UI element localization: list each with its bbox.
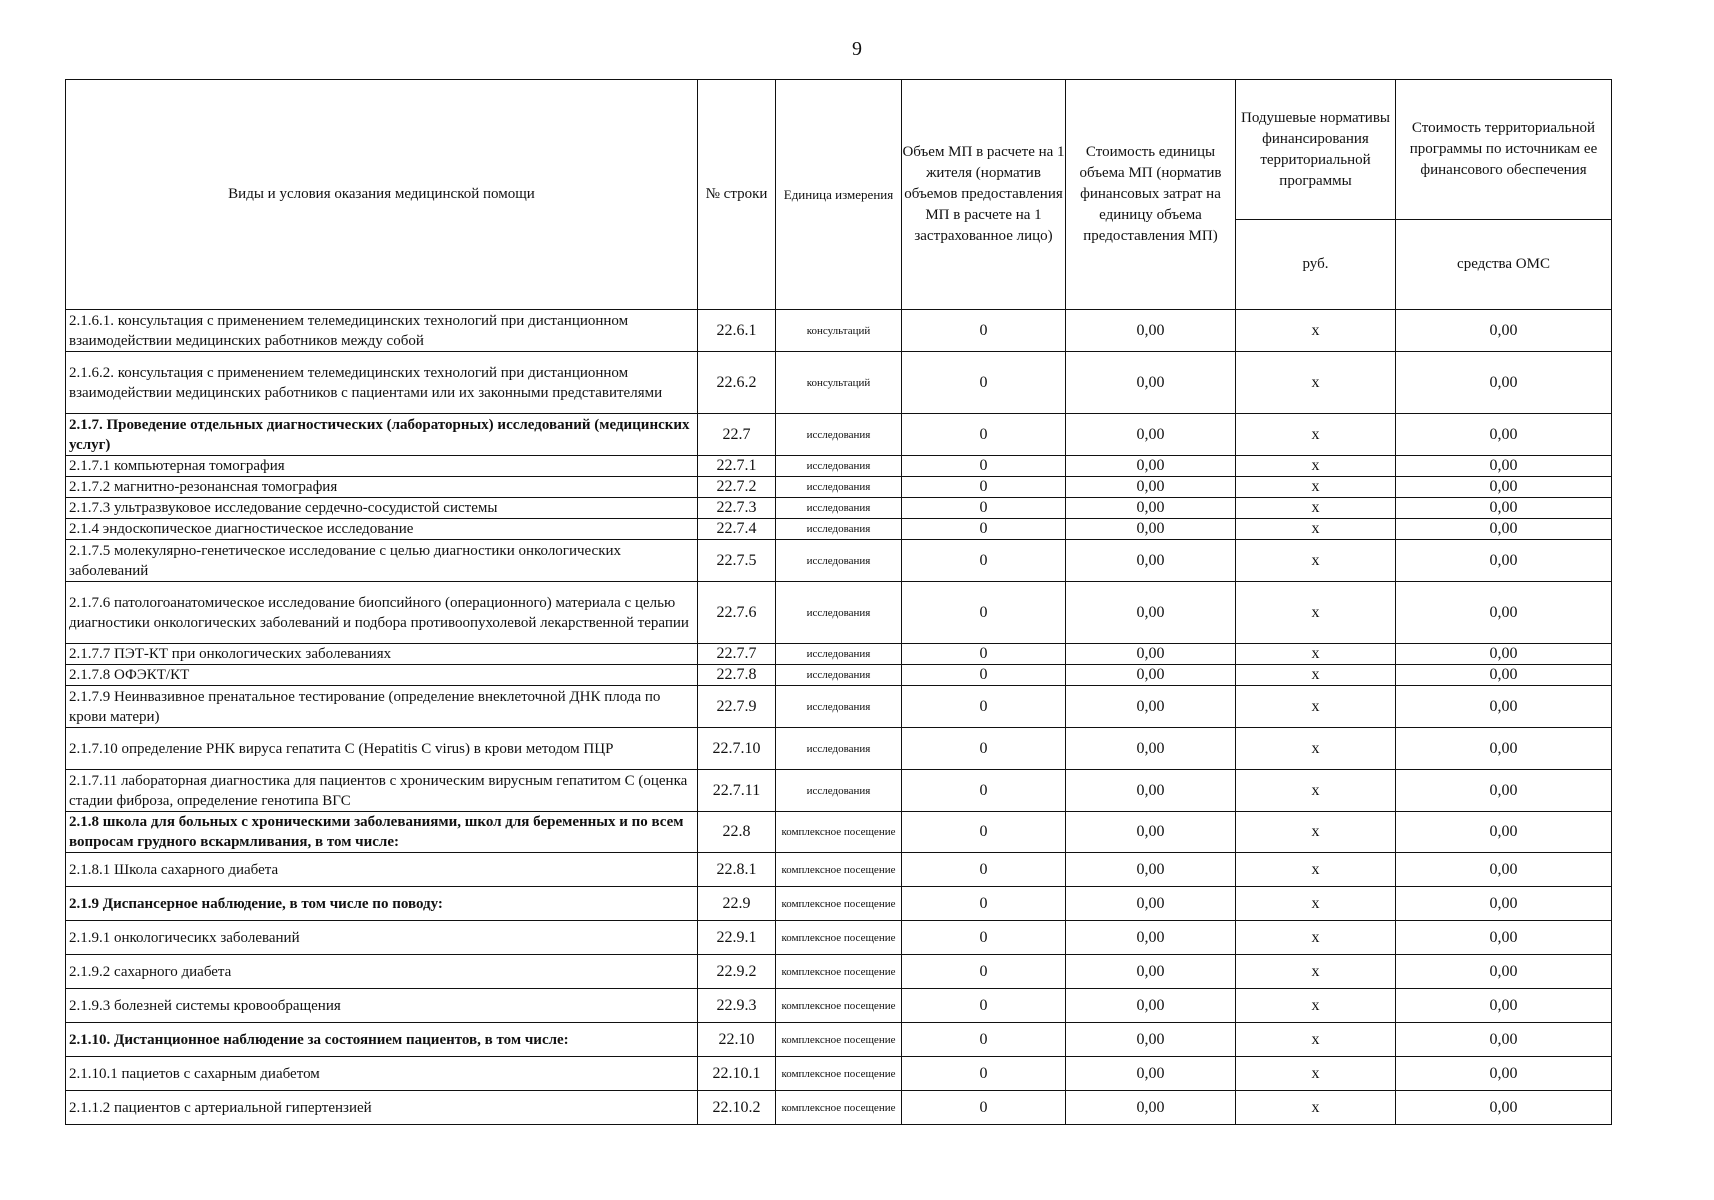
row-number-cell: 22.7.2 — [698, 477, 776, 498]
table-row — [66, 582, 1612, 644]
unit-cost-cell: 0,00 — [1066, 770, 1236, 812]
per-capita-cell: х — [1236, 887, 1396, 921]
oms-cell: 0,00 — [1396, 1057, 1612, 1091]
table-row — [66, 853, 1612, 887]
unit-cell: исследования — [776, 582, 902, 644]
volume-cell: 0 — [902, 310, 1066, 352]
per-capita-cell: х — [1236, 477, 1396, 498]
row-number-cell: 22.8.1 — [698, 853, 776, 887]
oms-cell: 0,00 — [1396, 770, 1612, 812]
row-number-cell: 22.7.11 — [698, 770, 776, 812]
per-capita-cell: х — [1236, 989, 1396, 1023]
unit-cell: исследования — [776, 644, 902, 665]
row-name-cell: 2.1.7.10 определение РНК вируса гепатита С (Hepatitis C virus) в крови методом ПЦР — [66, 728, 698, 770]
per-capita-cell: х — [1236, 1023, 1396, 1057]
per-capita-cell: х — [1236, 582, 1396, 644]
volume-cell: 0 — [902, 582, 1066, 644]
unit-cost-cell: 0,00 — [1066, 665, 1236, 686]
header-program-cost: Стоимость территориальной программы по источникам ее финансового обеспечения — [1396, 80, 1612, 220]
row-name-cell: 2.1.7.9 Неинвазивное пренатальное тестирование (определение внеклеточной ДНК плода по крови матери) — [66, 686, 698, 728]
unit-cost-cell: 0,00 — [1066, 456, 1236, 477]
volume-cell: 0 — [902, 644, 1066, 665]
unit-cost-cell: 0,00 — [1066, 352, 1236, 414]
row-number-cell: 22.7 — [698, 414, 776, 456]
unit-cost-cell: 0,00 — [1066, 989, 1236, 1023]
unit-cost-cell: 0,00 — [1066, 921, 1236, 955]
table-row — [66, 540, 1612, 582]
unit-cost-cell: 0,00 — [1066, 887, 1236, 921]
unit-cell: исследования — [776, 540, 902, 582]
row-name-cell: 2.1.6.1. консультация с применением телемедицинских технологий при дистанционном взаимодействии медицинских работников между собой — [66, 310, 698, 352]
row-number-cell: 22.8 — [698, 812, 776, 853]
unit-cell: комплексное посещение — [776, 887, 902, 921]
unit-cell: исследования — [776, 770, 902, 812]
volume-cell: 0 — [902, 477, 1066, 498]
per-capita-cell: х — [1236, 456, 1396, 477]
oms-cell: 0,00 — [1396, 540, 1612, 582]
per-capita-cell: х — [1236, 352, 1396, 414]
per-capita-cell: х — [1236, 1057, 1396, 1091]
unit-cell: комплексное посещение — [776, 1057, 902, 1091]
volume-cell: 0 — [902, 414, 1066, 456]
unit-cell: комплексное посещение — [776, 853, 902, 887]
volume-cell: 0 — [902, 887, 1066, 921]
volume-cell: 0 — [902, 1091, 1066, 1125]
per-capita-cell: х — [1236, 1091, 1396, 1125]
unit-cost-cell: 0,00 — [1066, 853, 1236, 887]
unit-cost-cell: 0,00 — [1066, 540, 1236, 582]
table-row — [66, 477, 1612, 498]
row-name-cell: 2.1.9.2 сахарного диабета — [66, 955, 698, 989]
oms-cell: 0,00 — [1396, 853, 1612, 887]
per-capita-cell: х — [1236, 812, 1396, 853]
unit-cost-cell: 0,00 — [1066, 310, 1236, 352]
volume-cell: 0 — [902, 1057, 1066, 1091]
volume-cell: 0 — [902, 352, 1066, 414]
oms-cell: 0,00 — [1396, 582, 1612, 644]
row-name-cell: 2.1.10.1 пациетов с сахарным диабетом — [66, 1057, 698, 1091]
unit-cost-cell: 0,00 — [1066, 498, 1236, 519]
volume-cell: 0 — [902, 456, 1066, 477]
unit-cost-cell: 0,00 — [1066, 728, 1236, 770]
unit-cost-cell: 0,00 — [1066, 477, 1236, 498]
per-capita-cell: х — [1236, 540, 1396, 582]
table-row — [66, 1091, 1612, 1125]
table-row — [66, 414, 1612, 456]
page-number: 9 — [852, 38, 862, 60]
oms-cell: 0,00 — [1396, 519, 1612, 540]
per-capita-cell: х — [1236, 498, 1396, 519]
table-body — [66, 310, 1612, 1125]
table-row — [66, 352, 1612, 414]
oms-cell: 0,00 — [1396, 498, 1612, 519]
volume-cell: 0 — [902, 853, 1066, 887]
unit-cell: комплексное посещение — [776, 989, 902, 1023]
row-number-cell: 22.7.9 — [698, 686, 776, 728]
row-number-cell: 22.7.10 — [698, 728, 776, 770]
oms-cell: 0,00 — [1396, 352, 1612, 414]
row-name-cell: 2.1.9 Диспансерное наблюдение, в том числе по поводу: — [66, 887, 698, 921]
unit-cell: исследования — [776, 498, 902, 519]
table-row — [66, 686, 1612, 728]
volume-cell: 0 — [902, 686, 1066, 728]
oms-cell: 0,00 — [1396, 812, 1612, 853]
per-capita-cell: х — [1236, 665, 1396, 686]
per-capita-cell: х — [1236, 686, 1396, 728]
row-number-cell: 22.6.2 — [698, 352, 776, 414]
row-name-cell: 2.1.9.1 онкологичесикх заболеваний — [66, 921, 698, 955]
unit-cell: исследования — [776, 477, 902, 498]
row-name-cell: 2.1.6.2. консультация с применением телемедицинских технологий при дистанционном взаимодействии медицинских работников с пациентами или их законными представителями — [66, 352, 698, 414]
per-capita-cell: х — [1236, 770, 1396, 812]
unit-cell: комплексное посещение — [776, 1091, 902, 1125]
row-name-cell: 2.1.7.7 ПЭТ-КТ при онкологических заболеваниях — [66, 644, 698, 665]
row-number-cell: 22.9.3 — [698, 989, 776, 1023]
unit-cell: исследования — [776, 686, 902, 728]
unit-cell: комплексное посещение — [776, 812, 902, 853]
row-name-cell: 2.1.7. Проведение отдельных диагностических (лабораторных) исследований (медицинских услуг) — [66, 414, 698, 456]
unit-cell: комплексное посещение — [776, 955, 902, 989]
table-row — [66, 644, 1612, 665]
oms-cell: 0,00 — [1396, 887, 1612, 921]
unit-cell: консультаций — [776, 352, 902, 414]
volume-cell: 0 — [902, 519, 1066, 540]
row-number-cell: 22.7.1 — [698, 456, 776, 477]
table-row — [66, 519, 1612, 540]
unit-cost-cell: 0,00 — [1066, 812, 1236, 853]
oms-cell: 0,00 — [1396, 1023, 1612, 1057]
row-name-cell: 2.1.7.5 молекулярно-генетическое исследование с целью диагностики онкологических заболеваний — [66, 540, 698, 582]
table-row — [66, 770, 1612, 812]
oms-cell: 0,00 — [1396, 477, 1612, 498]
table-row — [66, 989, 1612, 1023]
unit-cell: исследования — [776, 519, 902, 540]
oms-cell: 0,00 — [1396, 665, 1612, 686]
unit-cell: исследования — [776, 665, 902, 686]
medical-care-table — [65, 79, 1612, 1125]
row-number-cell: 22.9.1 — [698, 921, 776, 955]
header-care-types: Виды и условия оказания медицинской помощи — [66, 80, 698, 310]
row-name-cell: 2.1.10. Дистанционное наблюдение за состоянием пациентов, в том числе: — [66, 1023, 698, 1057]
oms-cell: 0,00 — [1396, 955, 1612, 989]
unit-cost-cell: 0,00 — [1066, 955, 1236, 989]
table-row — [66, 456, 1612, 477]
row-number-cell: 22.10.2 — [698, 1091, 776, 1125]
table-row — [66, 1023, 1612, 1057]
row-name-cell: 2.1.7.2 магнитно-резонансная томография — [66, 477, 698, 498]
oms-cell: 0,00 — [1396, 456, 1612, 477]
header-unit-cost: Стоимость единицы объема МП (норматив финансовых затрат на единицу объема предоставления МП) — [1066, 80, 1236, 310]
oms-cell: 0,00 — [1396, 989, 1612, 1023]
row-number-cell: 22.7.5 — [698, 540, 776, 582]
unit-cost-cell: 0,00 — [1066, 686, 1236, 728]
table-row — [66, 1057, 1612, 1091]
volume-cell: 0 — [902, 989, 1066, 1023]
per-capita-cell: х — [1236, 921, 1396, 955]
volume-cell: 0 — [902, 1023, 1066, 1057]
row-number-cell: 22.7.8 — [698, 665, 776, 686]
row-name-cell: 2.1.7.3 ультразвуковое исследование сердечно-сосудистой системы — [66, 498, 698, 519]
oms-cell: 0,00 — [1396, 1091, 1612, 1125]
header-row — [66, 80, 1612, 220]
row-name-cell: 2.1.7.6 патологоанатомическое исследование биопсийного (операционного) материала с целью диагностики онкологических заболеваний и подбора противоопухолевой лекарственной терапии — [66, 582, 698, 644]
row-name-cell: 2.1.9.3 болезней системы кровообращения — [66, 989, 698, 1023]
row-name-cell: 2.1.7.1 компьютерная томография — [66, 456, 698, 477]
oms-cell: 0,00 — [1396, 310, 1612, 352]
row-name-cell: 2.1.1.2 пациентов с артериальной гипертензией — [66, 1091, 698, 1125]
unit-cost-cell: 0,00 — [1066, 1023, 1236, 1057]
volume-cell: 0 — [902, 770, 1066, 812]
header-row-number: № строки — [698, 80, 776, 310]
per-capita-cell: х — [1236, 853, 1396, 887]
volume-cell: 0 — [902, 540, 1066, 582]
unit-cost-cell: 0,00 — [1066, 582, 1236, 644]
row-number-cell: 22.7.4 — [698, 519, 776, 540]
header-unit: Единица измерения — [776, 80, 902, 310]
row-name-cell: 2.1.8.1 Школа сахарного диабета — [66, 853, 698, 887]
volume-cell: 0 — [902, 728, 1066, 770]
unit-cell: исследования — [776, 414, 902, 456]
per-capita-cell: х — [1236, 414, 1396, 456]
table-row — [66, 665, 1612, 686]
table-row — [66, 812, 1612, 853]
row-number-cell: 22.9.2 — [698, 955, 776, 989]
unit-cost-cell: 0,00 — [1066, 644, 1236, 665]
row-number-cell: 22.6.1 — [698, 310, 776, 352]
volume-cell: 0 — [902, 498, 1066, 519]
volume-cell: 0 — [902, 812, 1066, 853]
row-number-cell: 22.7.7 — [698, 644, 776, 665]
per-capita-cell: х — [1236, 644, 1396, 665]
unit-cell: комплексное посещение — [776, 921, 902, 955]
per-capita-cell: х — [1236, 519, 1396, 540]
table-row — [66, 728, 1612, 770]
oms-cell: 0,00 — [1396, 728, 1612, 770]
volume-cell: 0 — [902, 921, 1066, 955]
header-volume: Объем МП в расчете на 1 жителя (норматив объемов предоставления МП в расчете на 1 застрахованное лицо) — [902, 80, 1066, 310]
oms-cell: 0,00 — [1396, 414, 1612, 456]
row-name-cell: 2.1.8 школа для больных с хроническими заболеваниями, школ для беременных и по всем вопросам грудного вскармливания, в том числе: — [66, 812, 698, 853]
row-number-cell: 22.7.3 — [698, 498, 776, 519]
row-number-cell: 22.10 — [698, 1023, 776, 1057]
row-number-cell: 22.10.1 — [698, 1057, 776, 1091]
unit-cell: исследования — [776, 728, 902, 770]
table-row — [66, 498, 1612, 519]
table-row — [66, 955, 1612, 989]
unit-cost-cell: 0,00 — [1066, 519, 1236, 540]
unit-cost-cell: 0,00 — [1066, 1091, 1236, 1125]
oms-cell: 0,00 — [1396, 686, 1612, 728]
oms-cell: 0,00 — [1396, 921, 1612, 955]
table-row — [66, 887, 1612, 921]
row-number-cell: 22.7.6 — [698, 582, 776, 644]
table-row — [66, 310, 1612, 352]
header-rub: руб. — [1236, 220, 1396, 310]
per-capita-cell: х — [1236, 310, 1396, 352]
volume-cell: 0 — [902, 665, 1066, 686]
table-row — [66, 921, 1612, 955]
per-capita-cell: х — [1236, 728, 1396, 770]
per-capita-cell: х — [1236, 955, 1396, 989]
volume-cell: 0 — [902, 955, 1066, 989]
unit-cost-cell: 0,00 — [1066, 1057, 1236, 1091]
row-name-cell: 2.1.4 эндоскопическое диагностическое исследование — [66, 519, 698, 540]
row-name-cell: 2.1.7.8 ОФЭКТ/КТ — [66, 665, 698, 686]
unit-cost-cell: 0,00 — [1066, 414, 1236, 456]
header-per-capita: Подушевые нормативы финансирования территориальной программы — [1236, 80, 1396, 220]
oms-cell: 0,00 — [1396, 644, 1612, 665]
row-number-cell: 22.9 — [698, 887, 776, 921]
row-name-cell: 2.1.7.11 лабораторная диагностика для пациентов с хроническим вирусным гепатитом С (оценка стадии фиброза, определение генотипа ВГС — [66, 770, 698, 812]
unit-cell: комплексное посещение — [776, 1023, 902, 1057]
unit-cell: исследования — [776, 456, 902, 477]
unit-cell: консультаций — [776, 310, 902, 352]
header-oms: средства ОМС — [1396, 220, 1612, 310]
